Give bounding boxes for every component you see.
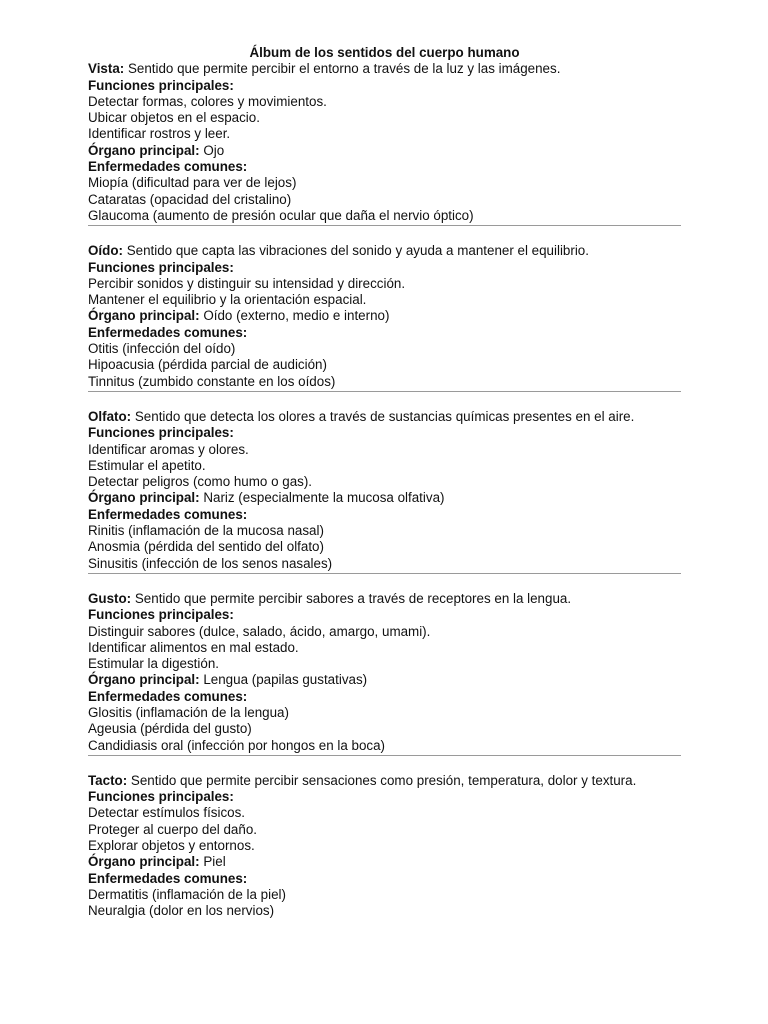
section-divider [88, 391, 681, 392]
section-divider [88, 573, 681, 574]
document-page [88, 45, 681, 920]
organ-label: Órgano principal: [88, 672, 200, 688]
sense-name: Tacto: [88, 772, 128, 788]
sense-name: Vista: [88, 61, 125, 77]
sense-heading [88, 773, 681, 789]
organ-line [88, 308, 681, 324]
disease-item: Sinusitis (infección de los senos nasales) [88, 555, 333, 571]
sense-section [88, 591, 681, 756]
disease-item: Anosmia (pérdida del sentido del olfato) [88, 539, 324, 555]
disease-item: Dermatitis (inflamación de la piel) [88, 886, 286, 902]
organ-line [88, 490, 681, 506]
disease-item: Glaucoma (aumento de presión ocular que daña el nervio óptico) [88, 207, 474, 223]
function-item: Estimular la digestión. [88, 656, 219, 672]
organ-value: Piel [203, 854, 226, 870]
organ-label: Órgano principal: [88, 308, 200, 324]
function-item: Explorar objetos y entornos. [88, 838, 255, 854]
function-item: Identificar rostros y leer. [88, 126, 231, 142]
disease-item: Otitis (infección del oído) [88, 341, 236, 357]
disease-item: Cataratas (opacidad del cristalino) [88, 191, 292, 207]
disease-item: Ageusia (pérdida del gusto) [88, 721, 252, 737]
function-item: Proteger al cuerpo del daño. [88, 821, 257, 837]
sense-description: Sentido que capta las vibraciones del sonido y ayuda a mantener el equilibrio. [126, 243, 589, 259]
sense-section [88, 61, 681, 226]
organ-value: Nariz (especialmente la mucosa olfativa) [203, 490, 445, 506]
disease-item: Neuralgia (dolor en los nervios) [88, 903, 275, 919]
sense-name: Gusto: [88, 590, 132, 606]
section-divider [88, 755, 681, 756]
function-item: Mantener el equilibrio y la orientación espacial. [88, 292, 367, 308]
sense-heading [88, 61, 681, 77]
function-item: Estimular el apetito. [88, 457, 206, 473]
disease-item: Glositis (inflamación de la lengua) [88, 704, 289, 720]
diseases-label: Enfermedades comunes: [88, 688, 248, 704]
section-divider [88, 225, 681, 226]
function-item: Percibir sonidos y distinguir su intensidad y dirección. [88, 275, 406, 291]
document-title: Álbum de los sentidos del cuerpo humano [249, 45, 520, 60]
disease-item: Candidiasis oral (infección por hongos en la boca) [88, 737, 386, 753]
organ-line [88, 143, 681, 159]
organ-line [88, 672, 681, 688]
functions-label: Funciones principales: [88, 607, 234, 623]
disease-item: Tinnitus (zumbido constante en los oídos) [88, 373, 336, 389]
sense-description: Sentido que permite percibir el entorno a través de la luz y las imágenes. [127, 61, 561, 77]
disease-item: Rinitis (inflamación de la mucosa nasal) [88, 523, 324, 539]
organ-label: Órgano principal: [88, 142, 200, 158]
organ-label: Órgano principal: [88, 854, 200, 870]
function-item: Identificar alimentos en mal estado. [88, 639, 299, 655]
function-item: Detectar formas, colores y movimientos. [88, 93, 327, 109]
sense-name: Olfato: [88, 408, 132, 424]
sense-section [88, 773, 681, 920]
function-item: Detectar peligros (como humo o gas). [88, 474, 313, 490]
organ-value: Ojo [203, 142, 225, 158]
function-item: Distinguir sabores (dulce, salado, ácido, amargo, umami). [88, 623, 431, 639]
sense-description: Sentido que permite percibir sensaciones como presión, temperatura, dolor y textura. [130, 772, 637, 788]
organ-line [88, 854, 681, 870]
organ-label: Órgano principal: [88, 490, 200, 506]
sense-section [88, 409, 681, 574]
organ-value: Oído (externo, medio e interno) [203, 308, 390, 324]
disease-item: Miopía (dificultad para ver de lejos) [88, 175, 297, 191]
sense-heading [88, 243, 681, 259]
diseases-label: Enfermedades comunes: [88, 870, 248, 886]
function-item: Detectar estímulos físicos. [88, 805, 246, 821]
diseases-label: Enfermedades comunes: [88, 324, 248, 340]
disease-item: Hipoacusia (pérdida parcial de audición) [88, 357, 327, 373]
functions-label: Funciones principales: [88, 77, 234, 93]
diseases-label: Enfermedades comunes: [88, 506, 248, 522]
sense-name: Oído: [88, 243, 123, 259]
functions-label: Funciones principales: [88, 259, 234, 275]
sense-description: Sentido que permite percibir sabores a través de receptores en la lengua. [134, 590, 572, 606]
sense-description: Sentido que detecta los olores a través de sustancias químicas presentes en el aire. [134, 408, 635, 424]
sense-section [88, 243, 681, 392]
function-item: Ubicar objetos en el espacio. [88, 110, 260, 126]
organ-value: Lengua (papilas gustativas) [203, 672, 368, 688]
functions-label: Funciones principales: [88, 789, 234, 805]
sense-heading [88, 409, 681, 425]
sense-heading [88, 591, 681, 607]
diseases-label: Enfermedades comunes: [88, 159, 248, 175]
functions-label: Funciones principales: [88, 425, 234, 441]
sections-container [88, 61, 681, 919]
function-item: Identificar aromas y olores. [88, 441, 249, 457]
